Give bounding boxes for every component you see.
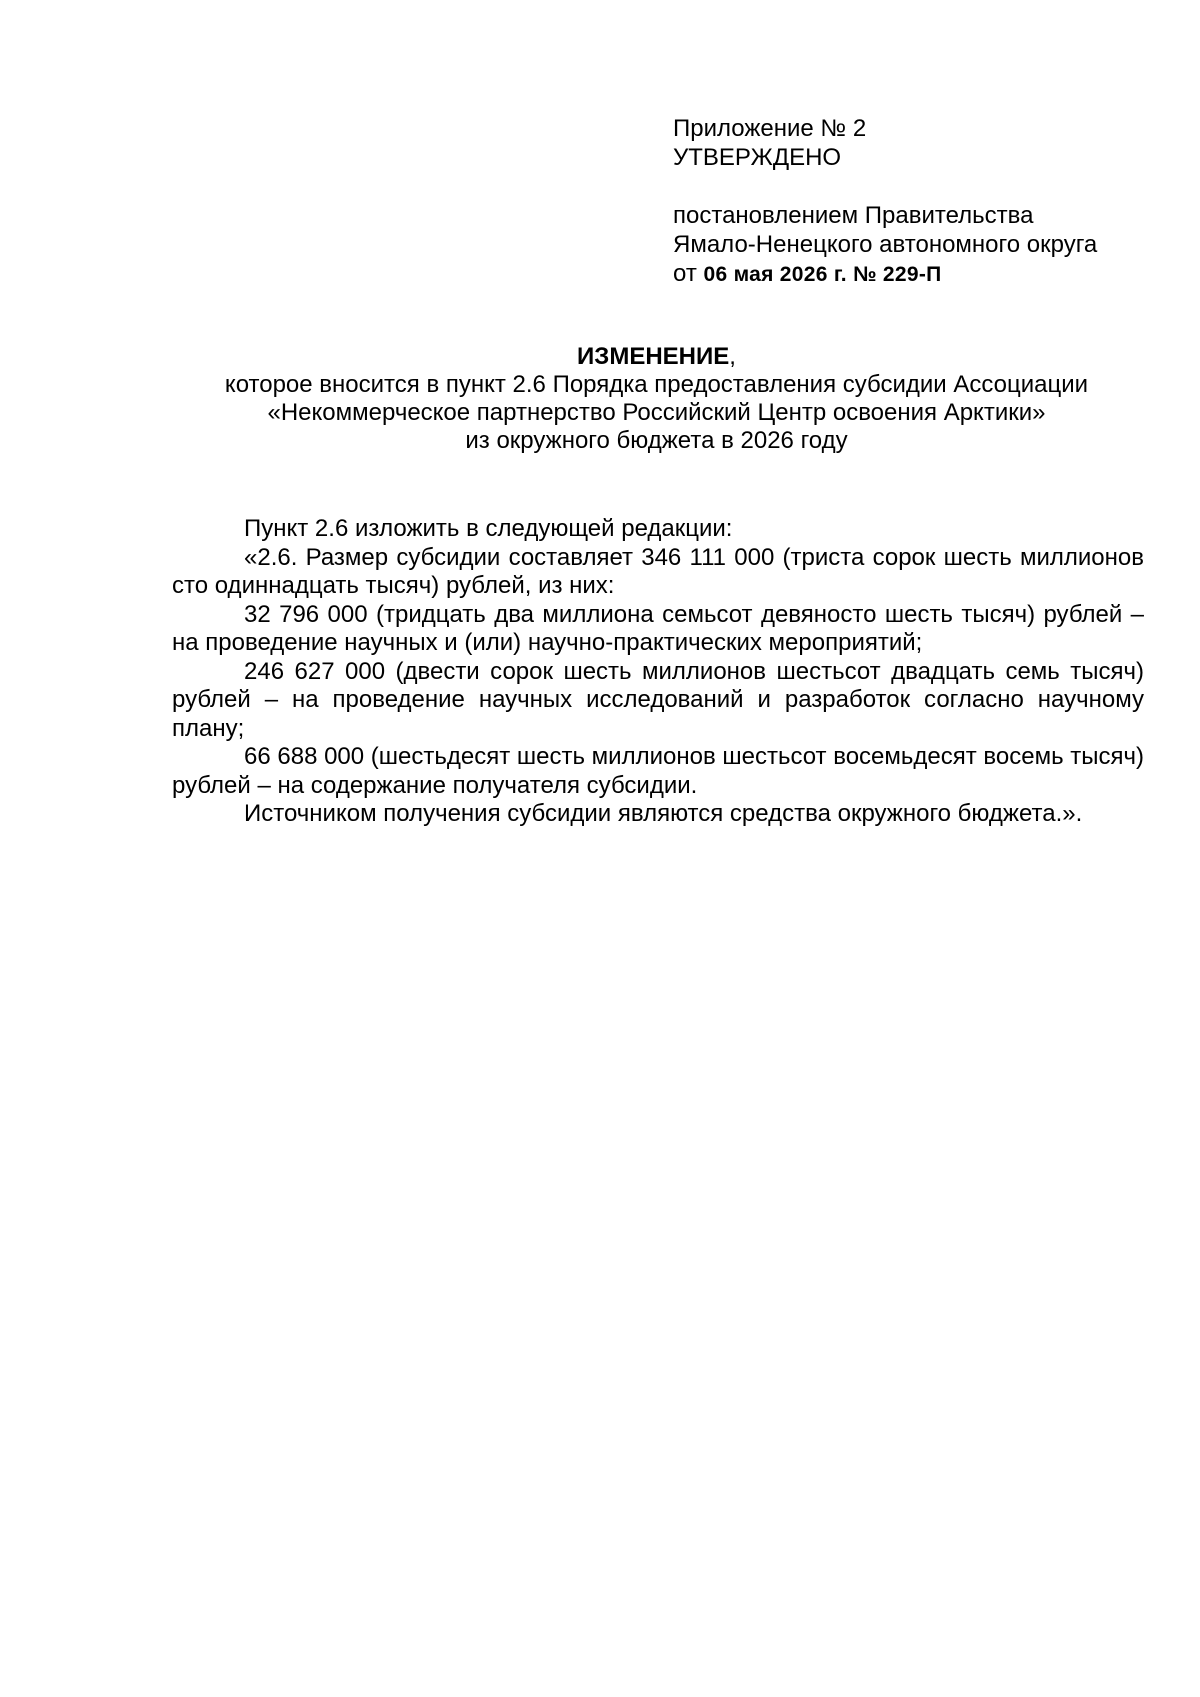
title-heading-line <box>160 343 1153 371</box>
title-line-1: которое вносится в пункт 2.6 Порядка предоставления субсидии Ассоциации <box>224 371 1089 398</box>
body-paragraph: 66 688 000 (шестьдесят шесть миллионов шестьсот восемьдесят восемь тысяч) рублей – на содержание получателя субсидии. <box>172 743 1144 799</box>
resolution-date-line <box>673 259 1173 289</box>
title-line-2: «Некоммерческое партнерство Российский Центр освоения Арктики» <box>267 399 1046 426</box>
body-paragraph: Пункт 2.6 изложить в следующей редакции: <box>244 515 733 542</box>
approval-block <box>673 114 1173 289</box>
body-paragraph: 246 627 000 (двести сорок шесть миллионов шестьсот двадцать семь тысяч) рублей – на проведение научных исследований и разработок согласно научному плану; <box>172 657 1144 742</box>
body-paragraph: 32 796 000 (тридцать два миллиона семьсот девяносто шесть тысяч) рублей – на проведение научных и (или) научно-практических мероприятий; <box>172 600 1144 656</box>
body-paragraph: Источником получения субсидии являются средства окружного бюджета.». <box>244 800 1083 827</box>
title-heading-suffix: , <box>729 343 736 370</box>
approved-by-line-2: Ямало-Ненецкого автономного округа <box>673 231 1098 258</box>
approved-label: УТВЕРЖДЕНО <box>673 144 842 171</box>
title-line-3: из окружного бюджета в 2026 году <box>465 427 848 454</box>
document-title-block <box>160 343 1153 455</box>
approved-by-line-1: постановлением Правительства <box>673 202 1034 229</box>
appendix-number: Приложение № 2 <box>673 115 867 142</box>
resolution-date-number: 06 мая 2026 г. № 229-П <box>703 263 942 286</box>
body-paragraph: «2.6. Размер субсидии составляет 346 111 000 (триста сорок шесть миллионов сто одиннадцать тысяч) рублей, из них: <box>172 543 1144 599</box>
document-body <box>172 515 1144 829</box>
title-heading: ИЗМЕНЕНИЕ <box>577 343 730 370</box>
date-prefix: от <box>673 260 697 287</box>
spacer <box>673 172 1173 201</box>
